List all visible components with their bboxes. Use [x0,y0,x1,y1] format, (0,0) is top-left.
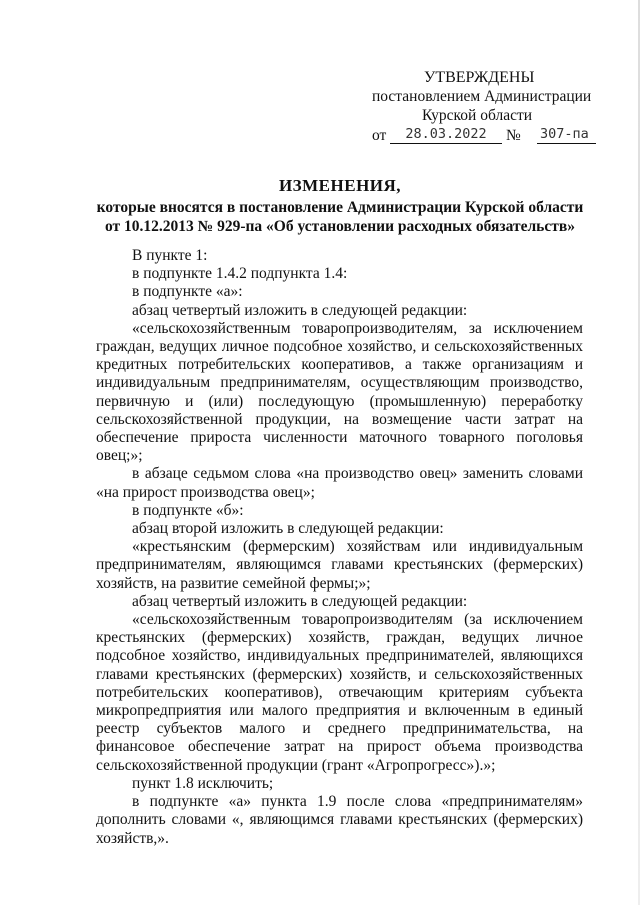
paragraph: В пункте 1: [132,247,208,264]
paragraph: абзац второй изложить в следующей редакции: [132,520,444,538]
approval-line-resolution: постановлением Администрации [372,88,592,105]
document-body [96,247,583,848]
paragraph: в подпункте «б»: [132,501,244,519]
approval-line-region: Курской области [422,107,533,124]
document-heading: ИЗМЕНЕНИЯ, [278,176,402,195]
paragraph: в абзаце седьмом слова «на производство овец» заменить словами «на прирост производства овец»; [96,465,583,501]
paragraph: в подпункте «а»: [132,283,243,301]
number-sign: № [506,127,521,144]
approval-date-line [372,126,602,145]
document-subheading-2: от 10.12.2013 № 929-па «Об установлении расходных обязательств» [104,218,575,235]
paragraph: абзац четвертый изложить в следующей редакции: [132,301,468,319]
approval-title: УТВЕРЖДЕНЫ [424,69,535,86]
date-prefix: от [372,127,387,144]
approval-number: 307-па [537,126,596,144]
paragraph: абзац четвертый изложить в следующей редакции: [132,592,468,610]
paragraph: «сельскохозяйственным товаропроизводителям (за исключением крестьянских (фермерских) хозяйств, граждан, ведущих личное подсобное хозяйство, индивидуальных предпринимателей, являющихся главами крестьянских (фермерских) хозяйств, и сельскохозяйственных потребительских кооперативов), отвечающим критериям субъекта микропредприятия или малого предприятия и включенным в единый реестр субъектов малого и среднего предпринимательства, на финансовое обеспечение затрат на прирост объема производства сельскохозяйственной продукции (грант «Агропрогресс»).»; [96,611,583,774]
paragraph: пункт 1.8 исключить; [132,774,274,792]
paragraph: в подпункте 1.4.2 подпункта 1.4: [132,265,348,283]
paragraph: «сельскохозяйственным товаропроизводителям, за исключением граждан, ведущих личное подсобное хозяйство, и сельскохозяйственных кредитных потребительских кооперативов, а также организациям и индивидуальным предпринимателям, осуществляющим производство, первичную и (или) последующую (промышленную) переработку сельскохозяйственной продукции, на возмещение части затрат на обеспечение прироста численности маточного товарного поголовья овец;»; [96,319,583,465]
document-subheading-1: которые вносятся в постановление Администрации Курской области [96,199,584,216]
paragraph: «крестьянским (фермерским) хозяйствам или индивидуальным предпринимателям, являющимся главами крестьянских (фермерских) хозяйств, на развитие семейной фермы;»; [96,538,583,592]
approval-block [372,68,602,145]
approval-date: 28.03.2022 [390,126,502,144]
paragraph: в подпункте «а» пункта 1.9 после слова «предпринимателям» дополнить словами «, являющимся главами крестьянских (фермерских) хозяйств,». [96,793,583,847]
